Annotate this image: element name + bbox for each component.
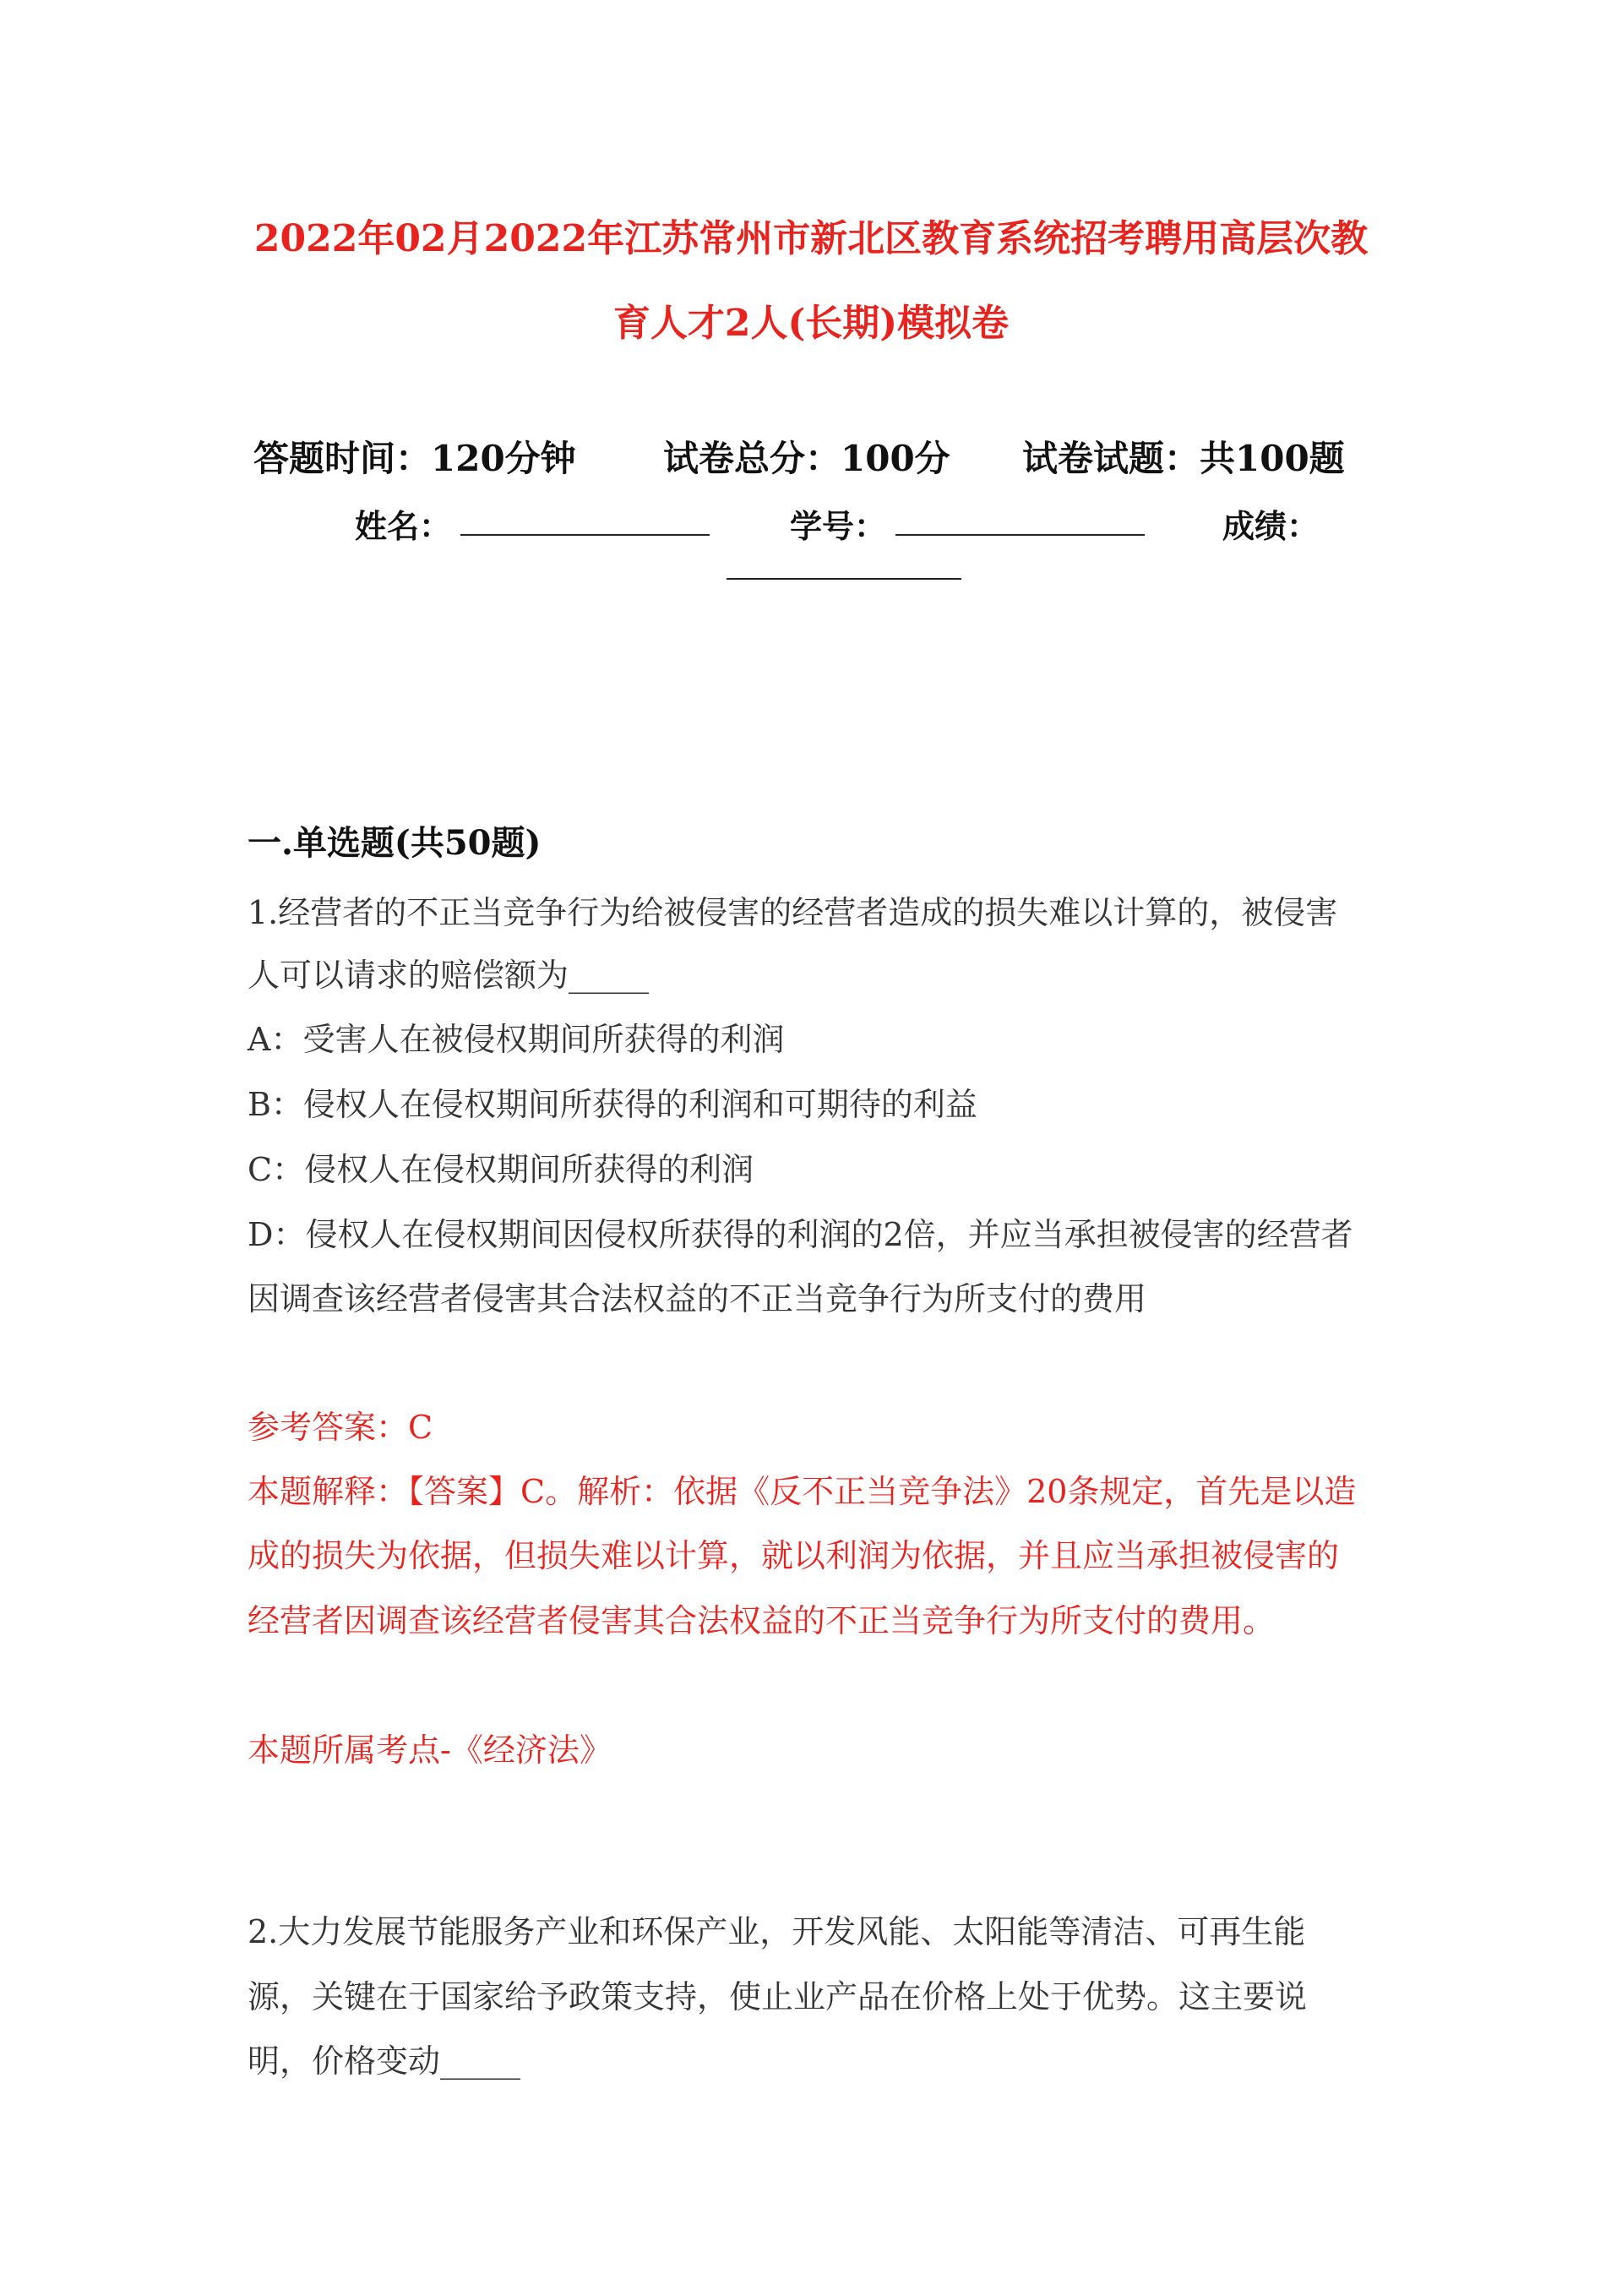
student-info-row bbox=[355, 500, 1352, 543]
exam-title-line-2: 育人才2人(长期)模拟卷 bbox=[612, 302, 1010, 345]
name-field[interactable] bbox=[460, 534, 710, 536]
question-1-answer: 参考答案：C bbox=[248, 1409, 433, 1446]
question-1-option-c: C：侵权人在侵权期间所获得的利润 bbox=[248, 1151, 754, 1188]
question-1-explanation-line-2: 成的损失为依据，但损失难以计算，就以利润为依据，并且应当承担被侵害的 bbox=[248, 1537, 1340, 1574]
question-1-option-b: B：侵权人在侵权期间所获得的利润和可期待的利益 bbox=[248, 1086, 977, 1123]
question-2-stem-line-1: 2.大力发展节能服务产业和环保产业，开发风能、太阳能等清洁、可再生能 bbox=[248, 1913, 1306, 1950]
question-1-stem-line-1: 1.经营者的不正当竞争行为给被侵害的经营者造成的损失难以计算的，被侵害 bbox=[248, 894, 1338, 931]
question-1-stem-line-2: 人可以请求的赔偿额为_____ bbox=[248, 957, 650, 994]
exam-meta-row bbox=[253, 431, 1385, 478]
question-2-stem-line-2: 源，关键在于国家给予政策支持，使止业产品在价格上处于优势。这主要说 bbox=[248, 1978, 1308, 2015]
question-1-explanation-line-3: 经营者因调查该经营者侵害其合法权益的不正当竞争行为所支付的费用。 bbox=[248, 1602, 1276, 1639]
name-label: 姓名： bbox=[355, 507, 452, 545]
id-field[interactable] bbox=[895, 534, 1145, 536]
exam-total-score: 试卷总分：100分 bbox=[663, 438, 950, 479]
question-2-stem-line-3: 明，价格变动_____ bbox=[248, 2042, 521, 2080]
question-1-topic: 本题所属考点-《经济法》 bbox=[248, 1732, 612, 1769]
question-1-option-a: A：受害人在被侵权期间所获得的利润 bbox=[248, 1021, 785, 1058]
section-heading: 一.单选题(共50题) bbox=[248, 823, 542, 863]
question-1-option-d-line-2: 因调查该经营者侵害其合法权益的不正当竞争行为所支付的费用 bbox=[248, 1280, 1147, 1317]
exam-time: 答题时间：120分钟 bbox=[253, 438, 576, 479]
exam-title-line-1: 2022年02月2022年江苏常州市新北区教育系统招考聘用高层次教 bbox=[253, 217, 1369, 260]
question-1-option-d-line-1: D：侵权人在侵权期间因侵权所获得的利润的2倍，并应当承担被侵害的经营者 bbox=[248, 1216, 1353, 1253]
score-label: 成绩： bbox=[1222, 507, 1320, 545]
score-field[interactable] bbox=[727, 578, 961, 580]
question-1-explanation-line-1: 本题解释：【答案】C。解析：依据《反不正当竞争法》20条规定，首先是以造 bbox=[248, 1473, 1357, 1510]
exam-question-count: 试卷试题：共100题 bbox=[1022, 438, 1345, 479]
id-label: 学号： bbox=[790, 507, 887, 545]
